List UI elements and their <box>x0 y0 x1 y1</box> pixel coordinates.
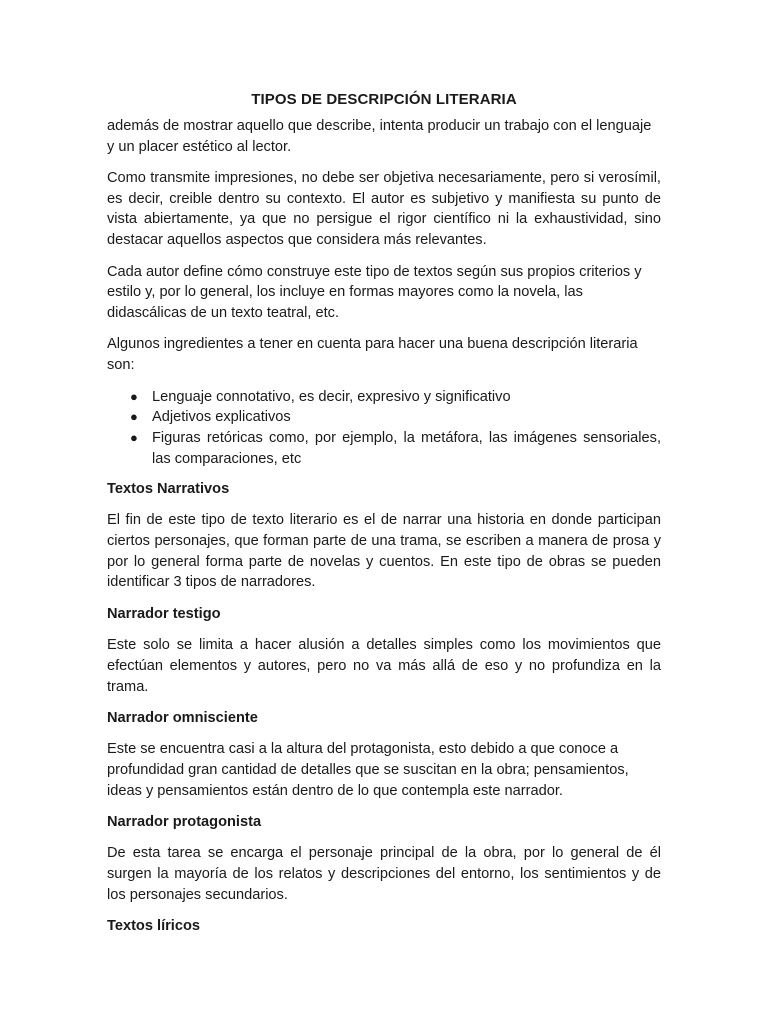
section-heading-narrador-testigo: Narrador testigo <box>107 605 221 622</box>
bullet-icon: ● <box>130 430 138 446</box>
intro-paragraph-3: Cada autor define cómo construye este tipo de textos según sus propios criterios y estilo y, por lo general, los incluye en formas mayores como la novela, las didascálicas de un texto teatral, etc. <box>107 263 642 322</box>
section-text-narrador-protagonista: De esta tarea se encarga el personaje principal de la obra, por lo general de él surgen la mayoría de los relatos y descripciones del entorno, los sentimientos y de los personajes secundarios. <box>107 845 661 903</box>
list-item-text: Adjetivos explicativos <box>152 409 291 426</box>
intro-paragraph-2: Como transmite impresiones, no debe ser objetiva necesariamente, pero si verosímil, es decir, creible dentro su contexto. El autor es subjetivo y manifiesta su punto de vista abiertamente, ya que no persigue el rigor científico ni la exhaustividad, sino destacar aquellos aspectos que considera más relevantes. <box>107 169 661 249</box>
section-text-narrador-testigo: Este solo se limita a hacer alusión a detalles simples como los movimientos que efectúan elementos y autores, pero no va más allá de eso y no profundiza en la trama. <box>107 637 661 695</box>
intro-paragraph-4: Algunos ingredientes a tener en cuenta para hacer una buena descripción literaria son: <box>107 336 638 374</box>
list-item-text: Figuras retóricas como, por ejemplo, la metáfora, las imágenes sensoriales, las comparaciones, etc <box>152 430 661 467</box>
bullet-icon: ● <box>130 388 138 404</box>
ingredients-list <box>107 387 661 470</box>
section-heading-textos-narrativos: Textos Narrativos <box>107 480 230 497</box>
document-title: TIPOS DE DESCRIPCIÓN LITERARIA <box>251 91 517 108</box>
list-item <box>107 407 661 428</box>
section-heading-narrador-omnisciente: Narrador omnisciente <box>107 709 258 726</box>
bullet-icon: ● <box>130 409 138 425</box>
section-text-narrador-omnisciente: Este se encuentra casi a la altura del protagonista, esto debido a que conoce a profundidad gran cantidad de detalles que se suscitan en la obra; pensamientos, ideas y pensamientos están dentro de lo que contempla este narrador. <box>107 741 629 799</box>
list-item <box>107 387 661 408</box>
section-heading-narrador-protagonista: Narrador protagonista <box>107 814 262 831</box>
list-item <box>107 428 661 470</box>
section-heading-textos-liricos: Textos líricos <box>107 918 200 935</box>
intro-paragraph-1: además de mostrar aquello que describe, intenta producir un trabajo con el lenguaje y un placer estético al lector. <box>107 117 652 155</box>
list-item-text: Lenguaje connotativo, es decir, expresivo y significativo <box>152 388 511 405</box>
section-text-textos-narrativos: El fin de este tipo de texto literario es el de narrar una historia en donde participan ciertos personajes, que forman parte de una trama, se escriben a manera de prosa y por lo general forma parte de novelas y cuentos. En este tipo de obras se pueden identificar 3 tipos de narradores. <box>107 512 661 591</box>
document-body <box>107 90 661 948</box>
